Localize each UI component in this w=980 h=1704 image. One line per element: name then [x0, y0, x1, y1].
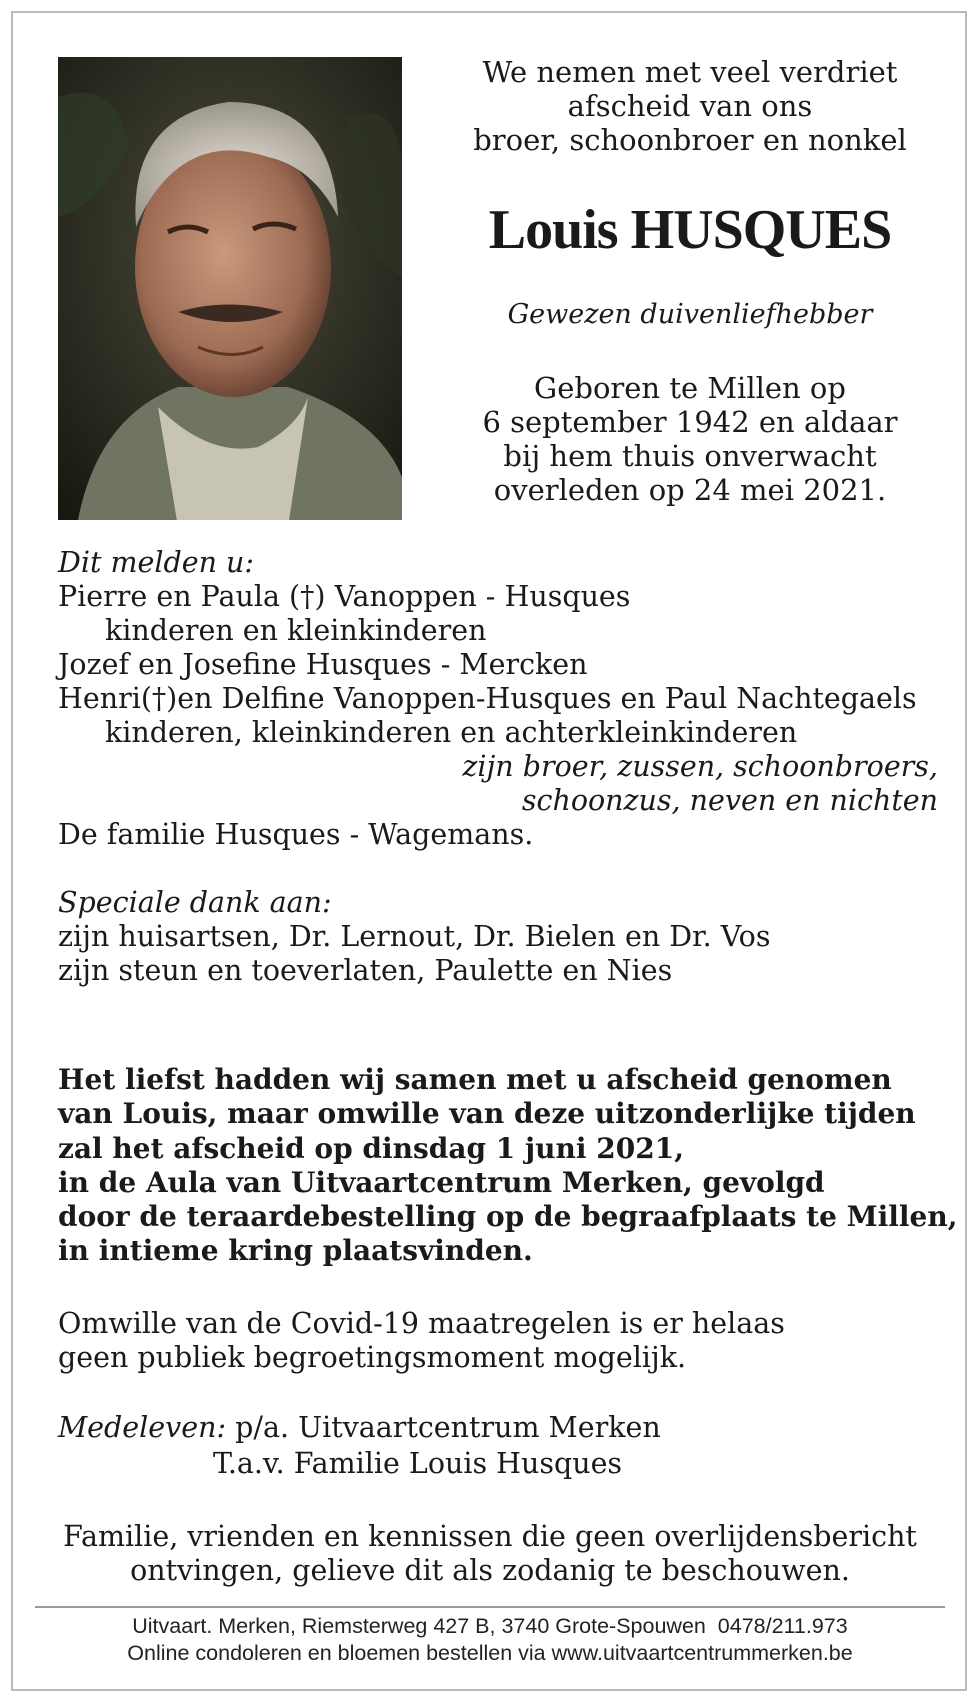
closing-line: Familie, vrienden en kennissen die geen overlijdensbericht	[63, 1520, 917, 1553]
deceased-name: Louis HUSQUES	[488, 199, 892, 261]
covid-line: geen publiek begroetingsmoment mogelijk.	[58, 1341, 687, 1374]
footer-website: Online condoleren en bloemen bestellen via www.uitvaartcentrummerken.be	[127, 1641, 853, 1665]
family-line: Jozef en Josefine Husques - Mercken	[58, 648, 588, 681]
announcement-heading: Dit melden u:	[58, 546, 254, 579]
relation-line: zijn broer, zussen, schoonbroers,	[462, 750, 938, 783]
closing-line: ontvingen, gelieve dit als zodanig te beschouwen.	[130, 1554, 850, 1587]
farewell-line: in de Aula van Uitvaartcentrum Merken, gevolgd	[58, 1165, 825, 1199]
farewell-line: Het liefst hadden wij samen met u afscheid genomen	[58, 1063, 892, 1096]
condolences-address	[58, 1410, 938, 1482]
farewell-line: in intieme kring plaatsvinden.	[58, 1234, 533, 1268]
deceased-hobby: Gewezen duivenliefhebber	[507, 299, 873, 330]
family-line: De familie Husques - Wagemans.	[58, 818, 534, 851]
farewell-text	[58, 1063, 958, 1269]
intro-text	[430, 55, 950, 157]
intro-line: afscheid van ons	[567, 89, 813, 123]
condolences-line: T.a.v. Familie Louis Husques	[213, 1447, 623, 1480]
condolences-line: p/a. Uitvaartcentrum Merken	[235, 1411, 661, 1444]
family-line: Henri(†)en Delfine Vanoppen-Husques en Paul Nachtegaels	[58, 682, 917, 715]
footer-address: Uitvaart. Merken, Riemsterweg 427 B, 3740 Grote-Spouwen 0478/211.973	[132, 1614, 848, 1638]
relation-line: schoonzus, neven en nichten	[521, 784, 938, 817]
closing-text	[40, 1520, 940, 1588]
thanks-line: zijn huisartsen, Dr. Lernout, Dr. Bielen en Dr. Vos	[58, 920, 771, 953]
birth-death-line: Geboren te Millen op	[534, 371, 846, 405]
intro-line: We nemen met veel verdriet	[482, 55, 898, 89]
farewell-line: door de teraardebestelling op de begraafplaats te Millen,	[58, 1200, 958, 1234]
birth-death-text	[430, 371, 950, 507]
intro-line: broer, schoonbroer en nonkel	[473, 123, 907, 157]
family-line: kinderen en kleinkinderen	[105, 614, 487, 647]
thanks-line: zijn steun en toeverlaten, Paulette en Nies	[58, 954, 673, 987]
announcement-block	[58, 546, 938, 988]
covid-line: Omwille van de Covid-19 maatregelen is er helaas	[58, 1307, 785, 1340]
footer	[35, 1613, 945, 1667]
footer-divider	[35, 1606, 945, 1608]
birth-death-line: overleden op 24 mei 2021.	[493, 473, 887, 507]
birth-death-line: 6 september 1942 en aldaar	[482, 405, 898, 439]
farewell-line: zal het afscheid op dinsdag 1 juni 2021,	[58, 1131, 684, 1165]
birth-death-line: bij hem thuis onverwacht	[503, 439, 877, 473]
family-line: Pierre en Paula (†) Vanoppen - Husques	[58, 580, 631, 613]
portrait-photo	[58, 57, 402, 520]
covid-notice	[58, 1307, 938, 1375]
farewell-line: van Louis, maar omwille van deze uitzonderlijke tijden	[58, 1097, 916, 1131]
thanks-heading: Speciale dank aan:	[58, 886, 332, 919]
family-line: kinderen, kleinkinderen en achterkleinkinderen	[105, 716, 798, 749]
condolences-label: Medeleven:	[58, 1411, 227, 1444]
